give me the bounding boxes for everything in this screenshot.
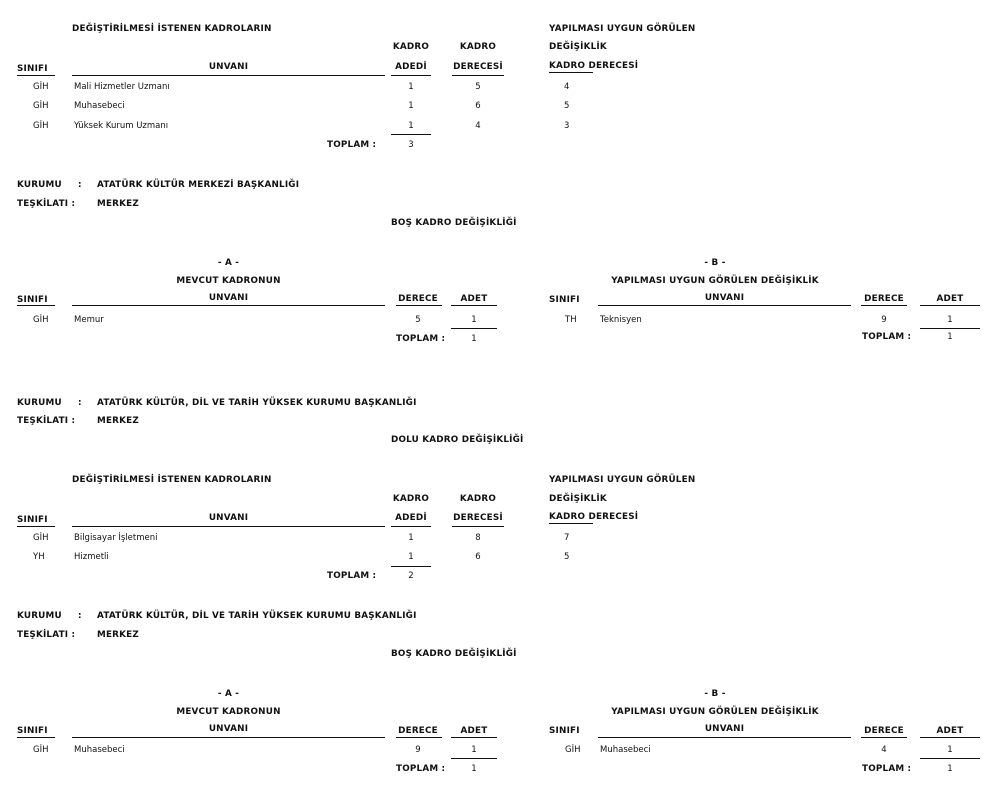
mevcut-kadronun: MEVCUT KADRONUN (176, 276, 281, 286)
total-value: 1 (947, 764, 953, 774)
table-cell-unvan: Muhasebeci (74, 101, 125, 111)
table-cell-unvan: Yüksek Kurum Uzmanı (74, 121, 169, 131)
kurumu-value: ATATÜRK KÜLTÜR, DİL VE TARİH YÜKSEK KURUMU BAŞKANLIĞI (97, 398, 417, 408)
mevcut-kadronun: MEVCUT KADRONUN (176, 707, 281, 717)
total-value: 1 (471, 764, 477, 774)
teskilati-label: TEŞKİLATI : (17, 199, 76, 209)
part-a-label: - A - (217, 258, 240, 268)
header-rule (396, 737, 442, 738)
teskilati-value: MERKEZ (97, 416, 139, 426)
header-rule (451, 737, 497, 738)
header-rule (920, 737, 980, 738)
table-cell-unvan: Mali Hizmetler Uzmanı (74, 82, 170, 92)
header-rule (861, 737, 907, 738)
total-value: 2 (408, 571, 414, 581)
header-rule (391, 526, 431, 527)
kurumu-separator: : (78, 611, 82, 621)
column-header-sinifi: SINIFI (549, 295, 580, 305)
table-title: DEĞİŞTİRİLMESİ İSTENEN KADROLARIN (72, 24, 272, 34)
table-cell-unvan: Muhasebeci (600, 745, 651, 755)
table-cell-sinif: GİH (33, 121, 49, 131)
header-rule (598, 305, 851, 306)
table-cell-sinif: GİH (565, 745, 581, 755)
table-cell-adet: 1 (408, 101, 414, 111)
teskilati-value: MERKEZ (97, 630, 139, 640)
table-cell-derece: 5 (415, 315, 421, 325)
header-rule (598, 737, 851, 738)
table-cell-yeni-derece: 3 (564, 121, 570, 131)
header-rule (451, 305, 497, 306)
total-label: TOPLAM : (327, 140, 377, 150)
table-cell-adet: 1 (408, 533, 414, 543)
table-cell-sinif: GİH (33, 745, 49, 755)
column-header-sinifi: SINIFI (549, 726, 580, 736)
total-rule (391, 134, 431, 135)
section-title-bos: BOŞ KADRO DEĞİŞİKLİĞİ (391, 649, 517, 659)
column-header-sinifi: SINIFI (17, 295, 48, 305)
table-cell-unvan: Memur (74, 315, 104, 325)
header-rule (396, 305, 442, 306)
column-header-derece: DERECE (398, 294, 438, 304)
table-cell-adet: 1 (947, 315, 953, 325)
total-label: TOPLAM : (862, 764, 912, 774)
kurumu-separator: : (78, 398, 82, 408)
kurumu-value: ATATÜRK KÜLTÜR, DİL VE TARİH YÜKSEK KURUMU BAŞKANLIĞI (97, 611, 417, 621)
column-header-adet: ADET (936, 294, 964, 304)
column-header-derece: DERECE (864, 726, 904, 736)
total-label: TOPLAM : (862, 332, 912, 342)
table-cell-yeni-derece: 5 (564, 101, 570, 111)
table-cell-derece: 4 (475, 121, 481, 131)
column-header-adedi: ADEDİ (395, 513, 427, 523)
table-cell-adet: 1 (408, 82, 414, 92)
column-header-kadro-derecesi: KADRO DERECESİ (549, 512, 639, 522)
total-rule (451, 758, 497, 759)
table-cell-sinif: GİH (33, 82, 49, 92)
table-cell-sinif: GİH (33, 101, 49, 111)
column-header-derecesi: DERECESİ (453, 62, 503, 72)
table-cell-derece: 4 (881, 745, 887, 755)
column-header-sinifi: SINIFI (17, 726, 48, 736)
part-b-label: - B - (704, 258, 726, 268)
column-header-unvani: UNVANI (704, 293, 745, 303)
total-rule (920, 328, 980, 329)
table-cell-sinif: GİH (33, 533, 49, 543)
header-rule (72, 737, 385, 738)
header-rule (72, 75, 385, 76)
column-header-kadro: KADRO (392, 494, 430, 504)
yapilmasi-uygun-gorulen: YAPILMASI UYGUN GÖRÜLEN DEĞİŞİKLİK (611, 276, 819, 286)
column-header-degisiklik: DEĞİŞİKLİK (549, 494, 607, 504)
total-label: TOPLAM : (396, 334, 446, 344)
table-cell-adet: 1 (947, 745, 953, 755)
table-cell-sinif: GİH (33, 315, 49, 325)
section-title-bos: BOŞ KADRO DEĞİŞİKLİĞİ (391, 218, 517, 228)
column-header-kadro: KADRO (392, 42, 430, 52)
total-value: 3 (408, 140, 414, 150)
teskilati-value: MERKEZ (97, 199, 139, 209)
column-header-unvani: UNVANI (208, 724, 249, 734)
column-header-yapilmasi: YAPILMASI UYGUN GÖRÜLEN (549, 475, 696, 485)
table-title: DEĞİŞTİRİLMESİ İSTENEN KADROLARIN (72, 475, 272, 485)
column-header-adet: ADET (460, 294, 488, 304)
header-rule (861, 305, 907, 306)
table-cell-derece: 5 (475, 82, 481, 92)
header-rule (72, 526, 385, 527)
total-label: TOPLAM : (327, 571, 377, 581)
part-a-label: - A - (217, 689, 240, 699)
total-value: 1 (947, 332, 953, 342)
kurumu-label: KURUMU (17, 611, 62, 621)
column-header-unvani: UNVANI (208, 62, 249, 72)
column-header-derece: DERECE (398, 726, 438, 736)
table-cell-derece: 6 (475, 552, 481, 562)
total-rule (391, 566, 431, 567)
table-cell-adet: 1 (471, 315, 477, 325)
table-cell-yeni-derece: 4 (564, 82, 570, 92)
teskilati-label: TEŞKİLATI : (17, 630, 76, 640)
header-rule (17, 526, 55, 527)
column-header-kadro: KADRO (459, 494, 497, 504)
header-rule (549, 72, 593, 73)
table-cell-unvan: Bilgisayar İşletmeni (74, 533, 158, 543)
kurumu-separator: : (78, 180, 82, 190)
kurumu-label: KURUMU (17, 398, 62, 408)
kurumu-value: ATATÜRK KÜLTÜR MERKEZİ BAŞKANLIĞI (97, 180, 300, 190)
table-cell-adet: 1 (408, 121, 414, 131)
table-cell-derece: 9 (881, 315, 887, 325)
column-header-adedi: ADEDİ (395, 62, 427, 72)
total-value: 1 (471, 334, 477, 344)
table-cell-sinif: YH (33, 552, 45, 562)
section-title-dolu: DOLU KADRO DEĞİŞİKLİĞİ (391, 435, 524, 445)
header-rule (17, 75, 55, 76)
header-rule (391, 75, 431, 76)
table-cell-unvan: Muhasebeci (74, 745, 125, 755)
total-label: TOPLAM : (396, 764, 446, 774)
column-header-adet: ADET (460, 726, 488, 736)
column-header-yapilmasi: YAPILMASI UYGUN GÖRÜLEN (549, 24, 696, 34)
column-header-sinifi: SINIFI (17, 64, 48, 74)
table-cell-derece: 6 (475, 101, 481, 111)
header-rule (452, 75, 504, 76)
column-header-adet: ADET (936, 726, 964, 736)
table-cell-adet: 1 (471, 745, 477, 755)
table-cell-yeni-derece: 5 (564, 552, 570, 562)
column-header-derecesi: DERECESİ (453, 513, 503, 523)
header-rule (72, 305, 385, 306)
header-rule (17, 737, 55, 738)
table-cell-yeni-derece: 7 (564, 533, 570, 543)
table-cell-adet: 1 (408, 552, 414, 562)
column-header-unvani: UNVANI (208, 293, 249, 303)
column-header-derece: DERECE (864, 294, 904, 304)
column-header-sinifi: SINIFI (17, 515, 48, 525)
column-header-unvani: UNVANI (208, 513, 249, 523)
table-cell-unvan: Hizmetli (74, 552, 109, 562)
table-cell-unvan: Teknisyen (600, 315, 642, 325)
kurumu-label: KURUMU (17, 180, 62, 190)
table-cell-derece: 8 (475, 533, 481, 543)
column-header-kadro: KADRO (459, 42, 497, 52)
total-rule (920, 758, 980, 759)
column-header-kadro-derecesi: KADRO DERECESİ (549, 61, 639, 71)
header-rule (452, 526, 504, 527)
column-header-degisiklik: DEĞİŞİKLİK (549, 42, 607, 52)
header-rule (920, 305, 980, 306)
table-cell-derece: 9 (415, 745, 421, 755)
yapilmasi-uygun-gorulen: YAPILMASI UYGUN GÖRÜLEN DEĞİŞİKLİK (611, 707, 819, 717)
part-b-label: - B - (704, 689, 726, 699)
table-cell-sinif: TH (565, 315, 577, 325)
column-header-unvani: UNVANI (704, 724, 745, 734)
header-rule (549, 523, 593, 524)
total-rule (451, 328, 497, 329)
header-rule (17, 305, 55, 306)
teskilati-label: TEŞKİLATI : (17, 416, 76, 426)
